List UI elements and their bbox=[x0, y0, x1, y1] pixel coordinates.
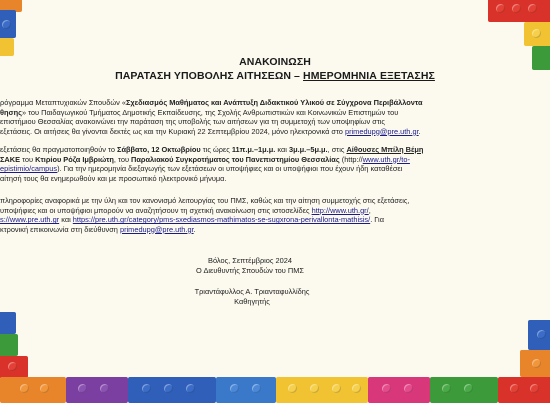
lego-stud bbox=[404, 384, 413, 393]
lego-brick-yellow bbox=[276, 377, 368, 403]
lego-brick-green bbox=[430, 377, 498, 403]
lego-brick-red bbox=[0, 356, 28, 378]
signature-block bbox=[150, 256, 350, 276]
paragraph-program bbox=[0, 98, 532, 136]
paragraph-exam-date bbox=[0, 145, 532, 183]
text-line: epistimio/campus). Για την ημερομηνία διεξαγωγής των εξετάσεων οι υποψήφιες και οι υποψήφιοι που έχουν ήδη καταθέσει bbox=[0, 164, 403, 174]
lego-stud bbox=[100, 384, 109, 393]
lego-stud bbox=[230, 384, 239, 393]
pre-uth-link[interactable]: s://www.pre.uth.gr bbox=[0, 215, 60, 225]
lego-stud bbox=[512, 4, 521, 13]
lego-stud bbox=[332, 384, 341, 393]
lego-brick-blue bbox=[128, 377, 216, 403]
text-line: s://www.pre.uth.gr και https://pre.uth.gr/category/pms-sxediasmos-mathimatos-se-sugxrona-perivallonta-mathisis/. Για bbox=[0, 215, 384, 225]
lego-stud bbox=[537, 330, 546, 339]
lego-stud bbox=[288, 384, 297, 393]
lego-stud bbox=[252, 384, 261, 393]
lego-brick-pink bbox=[368, 377, 430, 403]
lego-brick-green bbox=[0, 334, 18, 356]
campus-link-cont[interactable]: epistimio/campus bbox=[0, 164, 58, 174]
lego-stud bbox=[510, 384, 519, 393]
lego-brick-blue bbox=[0, 10, 16, 38]
campus-link[interactable]: www.uth.gr/to- bbox=[362, 154, 410, 164]
lego-stud bbox=[532, 359, 541, 368]
text-line: πληροφορίες αναφορικά με την ύλη και τον κανονισμό λειτουργίας του ΠΜΣ, καθώς και την αίτηση συμμετοχής στις εξετάσεις, bbox=[0, 196, 410, 205]
lego-stud bbox=[310, 384, 319, 393]
subtitle-underlined-text: ΗΜΕΡΟΜΗΝΙΑ ΕΞΕΤΑΣΗΣ bbox=[303, 70, 435, 82]
email-link[interactable]: primedupg@pre.uth.gr bbox=[119, 224, 194, 234]
paragraph-info bbox=[0, 196, 532, 234]
text-line: κτρονική επικοινωνία στη διεύθυνση primedupg@pre.uth.gr. bbox=[0, 224, 196, 234]
signatory-name: Τριαντάφυλλος Α. Τριανταφυλλίδης bbox=[194, 287, 310, 296]
lego-stud bbox=[164, 384, 173, 393]
program-category-link[interactable]: https://pre.uth.gr/category/pms-sxediasmos-mathimatos-se-sugxrona-perivallonta-mathisis/ bbox=[72, 215, 371, 225]
place-date: Βόλος, Σεπτέμβριος 2024 bbox=[208, 256, 292, 265]
lego-stud bbox=[186, 384, 195, 393]
lego-brick-orange bbox=[520, 350, 550, 377]
signatory-title: Καθηγητής bbox=[234, 297, 270, 306]
lego-stud bbox=[8, 362, 17, 371]
lego-stud bbox=[78, 384, 87, 393]
lego-stud bbox=[530, 384, 539, 393]
text-line: θησης» του Παιδαγωγικού Τμήματος Δημοτικής Εκπαίδευσης, της Σχολής Ανθρωπιστικών και Κοινωνικών Επιστημών του bbox=[0, 107, 399, 117]
announcement-subtitle bbox=[0, 70, 550, 82]
uth-link[interactable]: http://www.uth.gr/ bbox=[311, 205, 369, 215]
signatory-block bbox=[152, 287, 352, 307]
lego-brick-yellow bbox=[524, 22, 550, 46]
lego-stud bbox=[496, 4, 505, 13]
subtitle-text: ΠΑΡΑΤΑΣΗ ΥΠΟΒΟΛΗΣ ΑΙΤΗΣΕΩΝ – bbox=[115, 70, 304, 82]
signatory-role: Ο Διευθυντής Σπουδών του ΠΜΣ bbox=[196, 266, 304, 275]
text-line: εξετάσεις θα πραγματοποιηθούν το Σάββατο, 12 Οκτωβρίου τις ώρες 11π.μ.–1μ.μ. και 3μ.μ.–5μ.μ., στις Αίθουσες Μπίλη Βέμη bbox=[0, 145, 424, 154]
lego-stud bbox=[532, 29, 541, 38]
lego-stud bbox=[464, 384, 473, 393]
lego-stud bbox=[382, 384, 391, 393]
lego-brick-red bbox=[488, 0, 550, 22]
lego-brick-orange bbox=[0, 377, 66, 403]
lego-stud bbox=[40, 384, 49, 393]
text-line: αίτησή τους θα ενημερωθούν και με προσωπικό ηλεκτρονικό μήνυμα. bbox=[0, 173, 227, 183]
lego-brick-yellow bbox=[0, 38, 14, 56]
text-line: εξετάσεις. Οι αιτήσεις θα γίνονται δεκτές ως και την Κυριακή 22 Σεπτεμβρίου 2024, μόνο ηλεκτρονικά στο primedupg@pre.uth.gr. bbox=[0, 126, 421, 136]
lego-brick-blue bbox=[216, 377, 276, 403]
lego-brick-blue bbox=[528, 320, 550, 350]
lego-stud bbox=[352, 384, 361, 393]
text-line: ΣΑΚΕ του Κτιρίου Ρόζα Ιμβριώτη, του Παραλιακού Συγκροτήματος του Πανεπιστημίου Θεσσαλίας (http://www.uth.gr/to- bbox=[0, 154, 410, 164]
text-line: ρόγραμμα Μεταπτυχιακών Σπουδών «Σχεδιασμός Μαθήματος και Ανάπτυξη Διδακτικού Υλικού σε Σύγχρονα Περιβάλλοντα bbox=[0, 98, 423, 107]
lego-stud bbox=[442, 384, 451, 393]
text-line: υποψήφιες και οι υποψήφιοι μπορούν να αναζητήσουν τη σχετική ανακοίνωση στις ιστοσελίδες http://www.uth.gr/, bbox=[0, 205, 371, 215]
lego-stud bbox=[528, 4, 537, 13]
text-line: επιστήμιου Θεσσαλίας ανακοινώνει την παράταση της υποβολής των αιτήσεων για τη συμμετοχή των υποψηφίων στις bbox=[0, 117, 385, 127]
lego-brick-blue bbox=[0, 312, 16, 334]
lego-brick-red bbox=[498, 377, 550, 403]
lego-stud bbox=[142, 384, 151, 393]
announcement-title: ΑΝΑΚΟΙΝΩΣΗ bbox=[239, 56, 311, 68]
lego-brick-purple bbox=[66, 377, 128, 403]
lego-stud bbox=[20, 384, 29, 393]
email-link[interactable]: primedupg@pre.uth.gr bbox=[344, 126, 419, 136]
lego-stud bbox=[2, 20, 11, 29]
